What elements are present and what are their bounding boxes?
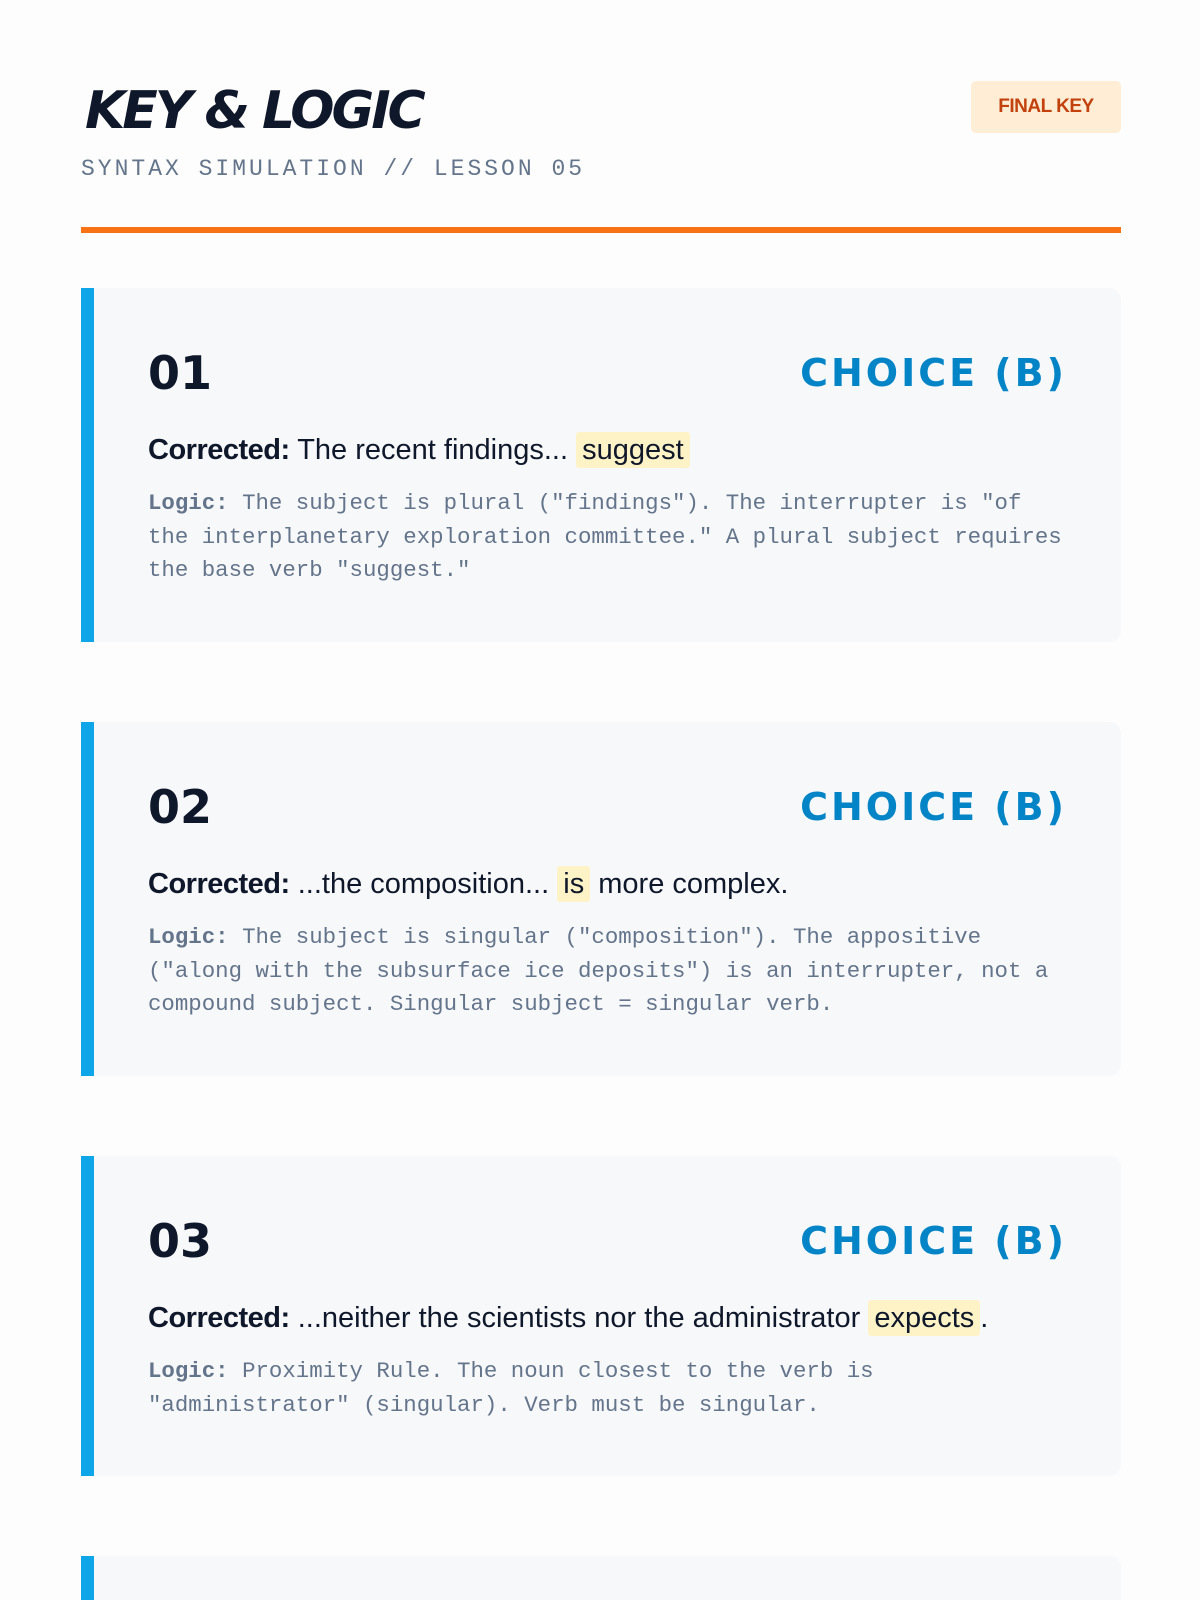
card-header <box>148 777 1067 837</box>
page-title: KEY & LOGIC <box>85 81 423 141</box>
logic-label: Logic: <box>148 924 229 950</box>
page-subtitle: SYNTAX SIMULATION // LESSON 05 <box>81 156 586 182</box>
corrected-highlight: is <box>557 866 590 902</box>
answer-card-01 <box>81 288 1121 642</box>
question-number: 03 <box>148 1214 213 1268</box>
answer-choice: CHOICE (B) <box>800 785 1067 829</box>
logic-text: The subject is plural ("findings"). The interrupter is "of the interplanetary exploration committee." A plural subject requires the base verb "suggest." <box>148 490 1062 583</box>
corrected-highlight: suggest <box>576 432 690 468</box>
corrected-sentence <box>148 868 1081 901</box>
corrected-text-after: . <box>980 1302 989 1334</box>
corrected-text: The recent findings... <box>297 434 569 466</box>
logic-label: Logic: <box>148 490 229 516</box>
corrected-label: Corrected: <box>148 868 290 900</box>
final-key-badge: FINAL KEY <box>971 81 1121 133</box>
corrected-text: ...the composition... <box>297 868 550 900</box>
corrected-highlight: expects <box>868 1300 980 1336</box>
logic-explanation <box>148 487 1067 588</box>
answer-card-04 <box>81 1556 1121 1600</box>
answer-card-02 <box>81 722 1121 1076</box>
corrected-sentence <box>148 434 1081 467</box>
page-header <box>81 0 1121 234</box>
corrected-text: ...neither the scientists nor the administrator <box>297 1302 861 1334</box>
logic-explanation <box>148 1355 1067 1422</box>
answer-choice: CHOICE (B) <box>800 351 1067 395</box>
question-number: 01 <box>148 346 213 400</box>
corrected-text-after: more complex. <box>598 868 789 900</box>
card-header <box>148 343 1067 403</box>
logic-explanation <box>148 921 1067 1022</box>
logic-label: Logic: <box>148 1358 229 1384</box>
answer-key-page <box>81 0 1121 1418</box>
logic-text: Proximity Rule. The noun closest to the verb is "administrator" (singular). Verb must be singular. <box>148 1358 874 1418</box>
header-divider <box>81 227 1121 233</box>
answer-choice: CHOICE (B) <box>800 1219 1067 1263</box>
card-header <box>148 1211 1067 1271</box>
question-number: 02 <box>148 780 213 834</box>
corrected-label: Corrected: <box>148 434 290 466</box>
corrected-sentence <box>148 1302 1081 1335</box>
answer-card-03 <box>81 1156 1121 1476</box>
corrected-label: Corrected: <box>148 1302 290 1334</box>
logic-text: The subject is singular ("composition"). The appositive ("along with the subsurface ice deposits") is an interrupter, not a compound subject. Singular subject = singular verb. <box>148 924 1049 1017</box>
